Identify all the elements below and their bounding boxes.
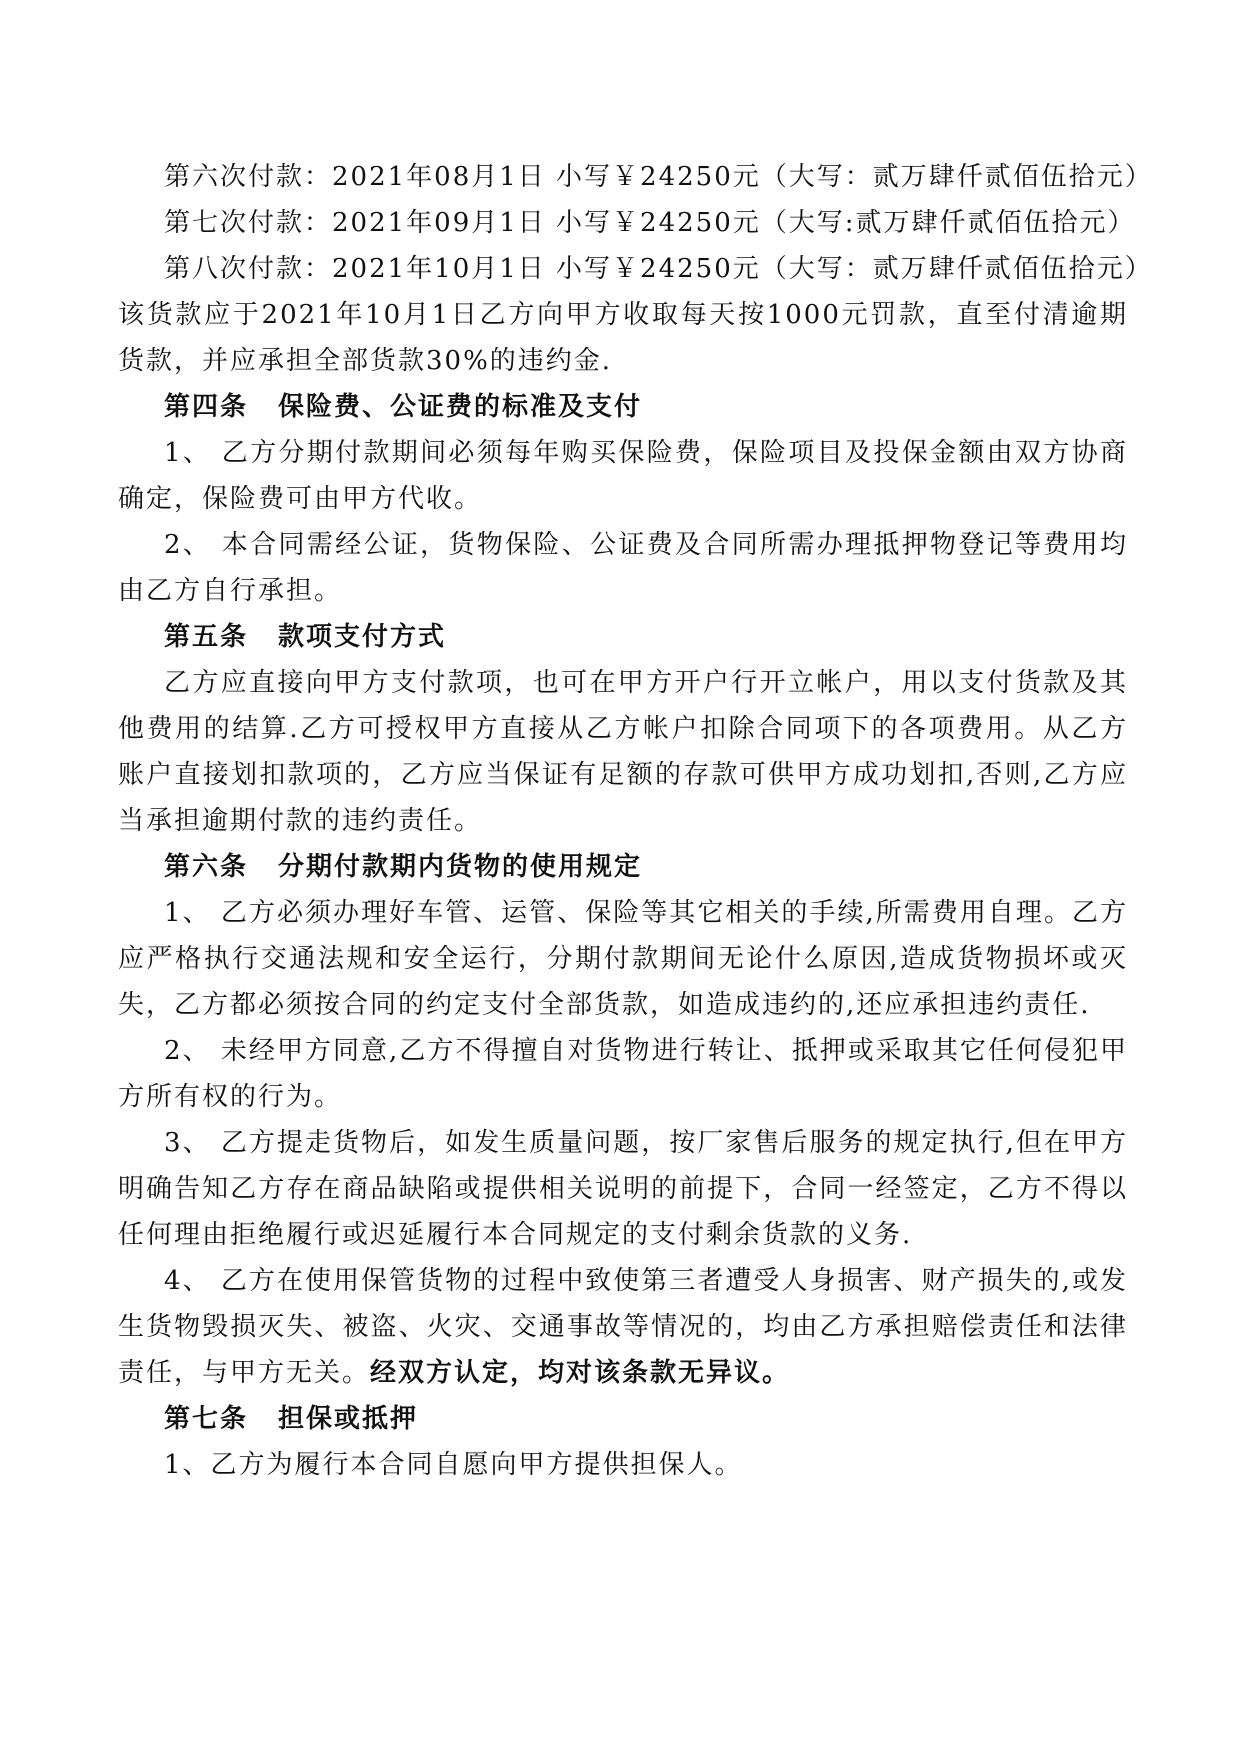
penalty-paragraph: 该货款应于2021年10月1日乙方向甲方收取每天按1000元罚款，直至付清逾期货款，并应承担全部货款30%的违约金. — [118, 300, 1128, 376]
article-4-number: 第四条 — [164, 392, 249, 422]
article-6-heading — [118, 844, 1128, 890]
article-6-clause-4 — [118, 1258, 1128, 1396]
payment-line-6: 第六次付款：2021年08月1日 小写￥24250元（大写：贰万肆仟贰佰伍拾元） — [164, 162, 1153, 192]
payment-line-7: 第七次付款：2021年09月1日 小写￥24250元（大写:贰万肆仟贰佰伍拾元） — [164, 208, 1136, 238]
article-7-heading — [118, 1396, 1128, 1442]
article-6-clause-2: 2、 未经甲方同意,乙方不得擅自对货物进行转让、抵押或采取其它任何侵犯甲方所有权的行为。 — [118, 1036, 1128, 1112]
article-6-title: 分期付款期内货物的使用规定 — [278, 852, 643, 882]
article-6-clause-4-text: 4、 乙方在使用保管货物的过程中致使第三者遭受人身损害、财产损失的,或发生货物毁损灭失、被盗、火灾、交通事故等情况的，均由乙方承担赔偿责任和法律责任，与甲方无关。 — [118, 1266, 1128, 1388]
article-5-body: 乙方应直接向甲方支付款项，也可在甲方开户行开立帐户，用以支付货款及其他费用的结算.乙方可授权甲方直接从乙方帐户扣除合同项下的各项费用。从乙方账户直接划扣款项的，乙方应当保证有足额的存款可供甲方成功划扣,否则,乙方应当承担逾期付款的违约责任。 — [118, 668, 1128, 836]
article-7-title: 担保或抵押 — [278, 1404, 419, 1434]
payment-line-8: 第八次付款：2021年10月1日 小写￥24250元（大写：贰万肆仟贰佰伍拾元） — [164, 254, 1153, 284]
article-5-heading — [118, 614, 1128, 660]
article-4-heading — [118, 384, 1128, 430]
article-4-clause-1: 1、 乙方分期付款期间必须每年购买保险费，保险项目及投保金额由双方协商确定，保险费可由甲方代收。 — [118, 438, 1128, 514]
article-7-number: 第七条 — [164, 1404, 249, 1434]
article-5-number: 第五条 — [164, 622, 249, 652]
article-6-clause-3: 3、 乙方提走货物后，如发生质量问题，按厂家售后服务的规定执行,但在甲方明确告知乙方存在商品缺陷或提供相关说明的前提下，合同一经签定，乙方不得以任何理由拒绝履行或迟延履行本合同规定的支付剩余货款的义务. — [118, 1128, 1128, 1250]
article-6-clause-1: 1、 乙方必须办理好车管、运管、保险等其它相关的手续,所需费用自理。乙方应严格执行交通法规和安全运行，分期付款期间无论什么原因,造成货物损坏或灭失，乙方都必须按合同的约定支付全部货款，如造成违约的,还应承担违约责任. — [118, 898, 1128, 1020]
article-7-clause-1: 1、乙方为履行本合同自愿向甲方提供担保人。 — [164, 1450, 743, 1480]
article-4-title: 保险费、公证费的标准及支付 — [278, 392, 643, 422]
article-6-clause-4-agreement: 经双方认定，均对该条款无异议。 — [370, 1358, 791, 1388]
article-4-clause-2: 2、 本合同需经公证，货物保险、公证费及合同所需办理抵押物登记等费用均由乙方自行承担。 — [118, 530, 1128, 606]
article-5-title: 款项支付方式 — [278, 622, 447, 652]
contract-body — [118, 154, 1153, 1488]
article-6-number: 第六条 — [164, 852, 249, 882]
